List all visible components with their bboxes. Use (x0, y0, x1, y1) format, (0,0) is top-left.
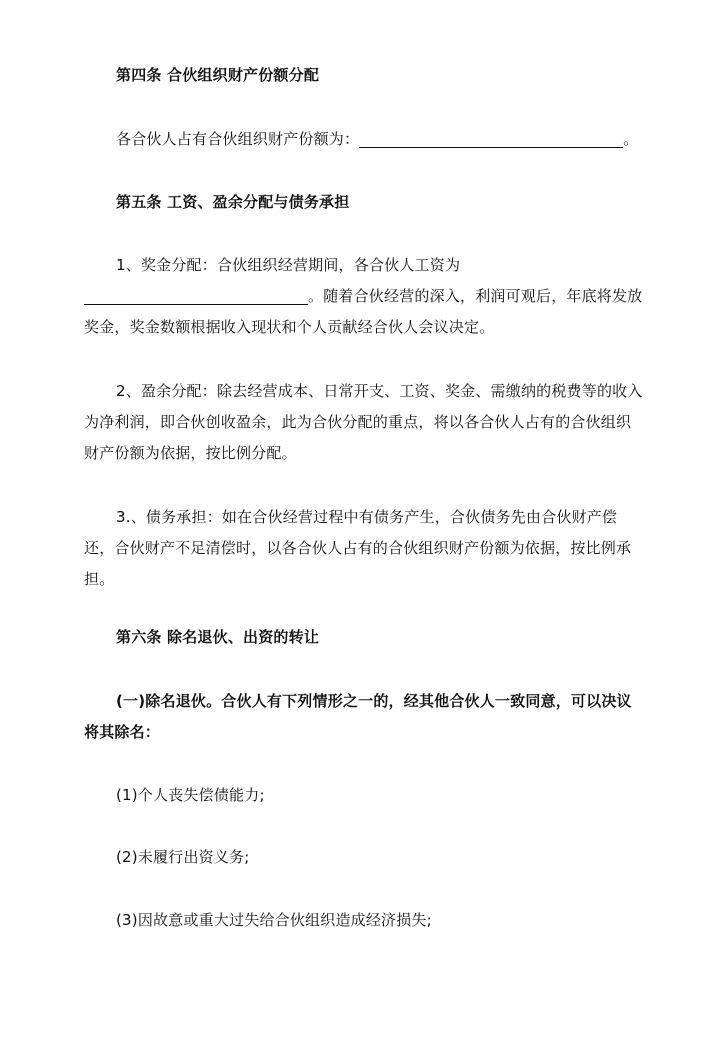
item-1-line-1: 1、奖金分配：合伙组织经营期间，各合伙人工资为 (116, 256, 461, 274)
article-6-sub-1: (一)除名退伙。合伙人有下列情形之一的，经其他合伙人一致同意，可以决议将其除名： (84, 692, 632, 741)
item-1-rest-text: 。随着合伙经营的深入，利润可观后，年底将发放奖金，奖金数额根据收入现状和个人贡献经合伙人会议决定。 (84, 287, 643, 336)
list-item-3: (3)因故意或重大过失给合伙组织造成经济损失; (116, 911, 432, 929)
article-4-paragraph (116, 124, 656, 155)
salary-blank[interactable] (84, 286, 308, 305)
fill-in-blank[interactable] (359, 129, 623, 148)
article-4-text: 各合伙人占有合伙组织财产份额为： (116, 130, 360, 148)
article-5-item-2: 2、盈余分配：除去经营成本、日常开支、工资、奖金、需缴纳的税费等的收入为净利润，即合伙创收盈余，此为合伙分配的重点，将以各合伙人占有的合伙组织财产份额为依据，按比例分配。 (84, 382, 643, 462)
article-4-heading: 第四条 合伙组织财产份额分配 (116, 66, 320, 84)
list-item-2: (2)未履行出资义务; (116, 848, 250, 866)
list-item-1: (1)个人丧失偿债能力; (116, 786, 265, 804)
article-5-item-1 (84, 250, 644, 343)
item-1-rest (84, 281, 644, 343)
article-4-suffix: 。 (623, 130, 639, 148)
article-6-heading: 第六条 除名退伙、出资的转让 (116, 628, 320, 646)
article-5-heading: 第五条 工资、盈余分配与债务承担 (116, 193, 350, 211)
article-5-item-3: 3.、债务承担：如在合伙经营过程中有债务产生，合伙债务先由合伙财产偿还，合伙财产不足清偿时，以各合伙人占有的合伙组织财产份额为依据，按比例承担。 (84, 508, 632, 588)
